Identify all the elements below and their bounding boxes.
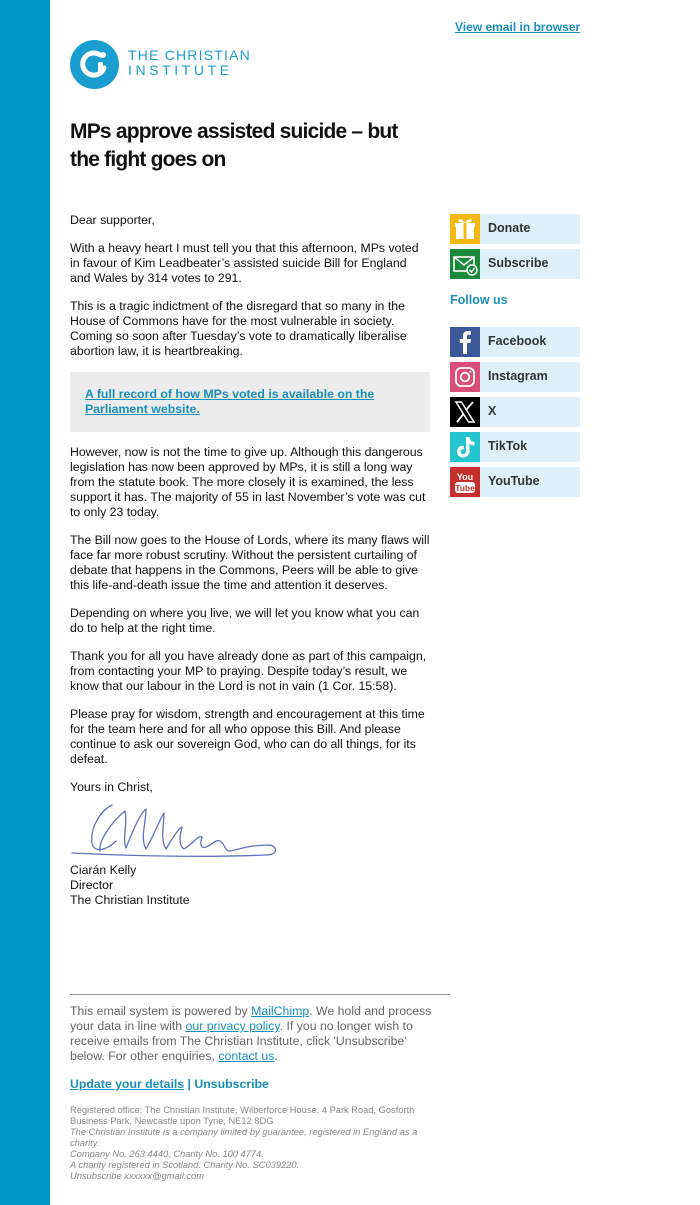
closing: Yours in Christ, <box>70 780 153 794</box>
view-in-browser-link[interactable]: View email in browser <box>455 20 581 34</box>
youtube-icon <box>450 467 480 497</box>
signature-block <box>70 863 430 908</box>
logo-line-1: THE CHRISTIAN <box>128 47 251 63</box>
footer-text-3: . If you no longer wish to receive emails from The Christian Institute, click 'Unsubscribe' below. For other enquiries, <box>70 1019 413 1063</box>
logo-wordmark <box>128 48 251 77</box>
svg-text:Tube: Tube <box>455 483 475 493</box>
email-subscribe-icon <box>450 249 480 279</box>
company-status: The Christian Institute is a company limited by guarantee, registered in England as a charity. <box>70 1127 418 1148</box>
signer-org: The Christian Institute <box>70 893 190 907</box>
footer-text-1: This email system is powered by <box>70 1004 252 1018</box>
registration-info <box>70 1105 440 1182</box>
paragraph-6: Thank you for all you have already done as part of this campaign, from contacting your MP to praying. Despite today’s result, we know that our labour in the Lord is not in vain (1 Cor. 15:58). <box>70 649 427 693</box>
footer-divider <box>70 994 450 995</box>
x-button[interactable] <box>450 397 580 427</box>
subscribe-button[interactable] <box>450 249 580 279</box>
footer-actions <box>70 1077 269 1091</box>
youtube-button[interactable] <box>450 467 580 497</box>
footer-text <box>70 1004 440 1064</box>
tiktok-label: TikTok <box>488 439 528 453</box>
paragraph-2: This is a tragic indictment of the disregard that so many in the House of Commons have for the most vulnerable in society. Coming so soon after Tuesday’s vote to dramatically liberalise abortion law, it is heartbreaking. <box>70 299 407 358</box>
follow-us-heading: Follow us <box>450 293 508 307</box>
update-details-link[interactable]: Update your details <box>70 1077 185 1091</box>
footer-separator: | <box>184 1077 195 1091</box>
footer-text-2: . We hold and process your data in line with <box>70 1004 432 1033</box>
parliament-record-link[interactable]: A full record of how MPs voted is available on the Parliament website. <box>85 387 375 416</box>
email-title: MPs approve assisted suicide – but the fight goes on <box>70 120 398 171</box>
signer-role: Director <box>70 878 114 892</box>
unsubscribe-link[interactable]: Unsubscribe <box>194 1077 269 1091</box>
logo-line-2: INSTITUTE <box>128 62 233 78</box>
paragraph-1: With a heavy heart I must tell you that this afternoon, MPs voted in favour of Kim Leadbeater’s assisted suicide Bill for England and Wales by 314 votes to 291. <box>70 241 419 285</box>
privacy-policy-link[interactable]: our privacy policy <box>185 1019 280 1033</box>
instagram-button[interactable] <box>450 362 580 392</box>
gift-icon <box>450 214 480 244</box>
callout-box <box>70 372 430 432</box>
subscribe-label: Subscribe <box>488 256 549 270</box>
company-numbers: Company No. 263 4440, Charity No. 100 4774. <box>70 1149 264 1159</box>
contact-us-link[interactable]: contact us <box>218 1049 275 1063</box>
x-logo-icon <box>450 397 480 427</box>
instagram-icon <box>450 362 480 392</box>
tiktok-icon <box>450 432 480 462</box>
x-label: X <box>488 404 497 418</box>
footer-text-4: . <box>274 1049 278 1063</box>
mailchimp-link[interactable]: MailChimp <box>251 1004 310 1018</box>
scottish-charity: A charity registered in Scotland. Charity No. SC039220. <box>70 1160 300 1170</box>
instagram-label: Instagram <box>488 369 548 383</box>
greeting: Dear supporter, <box>70 213 155 227</box>
logo[interactable] <box>70 40 270 90</box>
facebook-button[interactable] <box>450 327 580 357</box>
paragraph-4: The Bill now goes to the House of Lords, where its many flaws will face far more robust scrutiny. Without the persistent curtailing of debate that happens in the Commons, Peers will be able to give this life-and-death issue the time and attention it deserves. <box>70 533 430 592</box>
donate-button[interactable] <box>450 214 580 244</box>
facebook-label: Facebook <box>488 334 547 348</box>
left-brand-bar <box>0 0 50 1205</box>
signature-image <box>70 793 285 863</box>
unsubscribe-email: Unsubscribe xxxxxx@gmail.com <box>70 1171 204 1181</box>
donate-label: Donate <box>488 221 531 235</box>
paragraph-7: Please pray for wisdom, strength and encouragement at this time for the team here and for all who oppose this Bill. And please continue to ask our sovereign God, who can do all things, for its defeat. <box>70 707 425 766</box>
facebook-icon <box>450 327 480 357</box>
tiktok-button[interactable] <box>450 432 580 462</box>
registered-office: Registered office: The Christian Institute, Wilberforce House, 4 Park Road, Gosforth Business Park, Newcastle upon Tyne, NE12 8DG <box>70 1105 415 1126</box>
paragraph-5: Depending on where you live, we will let you know what you can do to help at the right time. <box>70 606 420 635</box>
signer-name: Ciarán Kelly <box>70 863 137 877</box>
svg-text:You: You <box>456 472 474 482</box>
paragraph-3: However, now is not the time to give up. Although this dangerous legislation has now been approved by MPs, it is still a long way from the statute book. The more closely it is examined, the less support it has. The majority of 55 in last November’s vote was cut to only 23 today. <box>70 445 426 519</box>
youtube-label: YouTube <box>488 474 540 488</box>
logo-icon <box>70 40 119 89</box>
email-body <box>70 213 430 908</box>
